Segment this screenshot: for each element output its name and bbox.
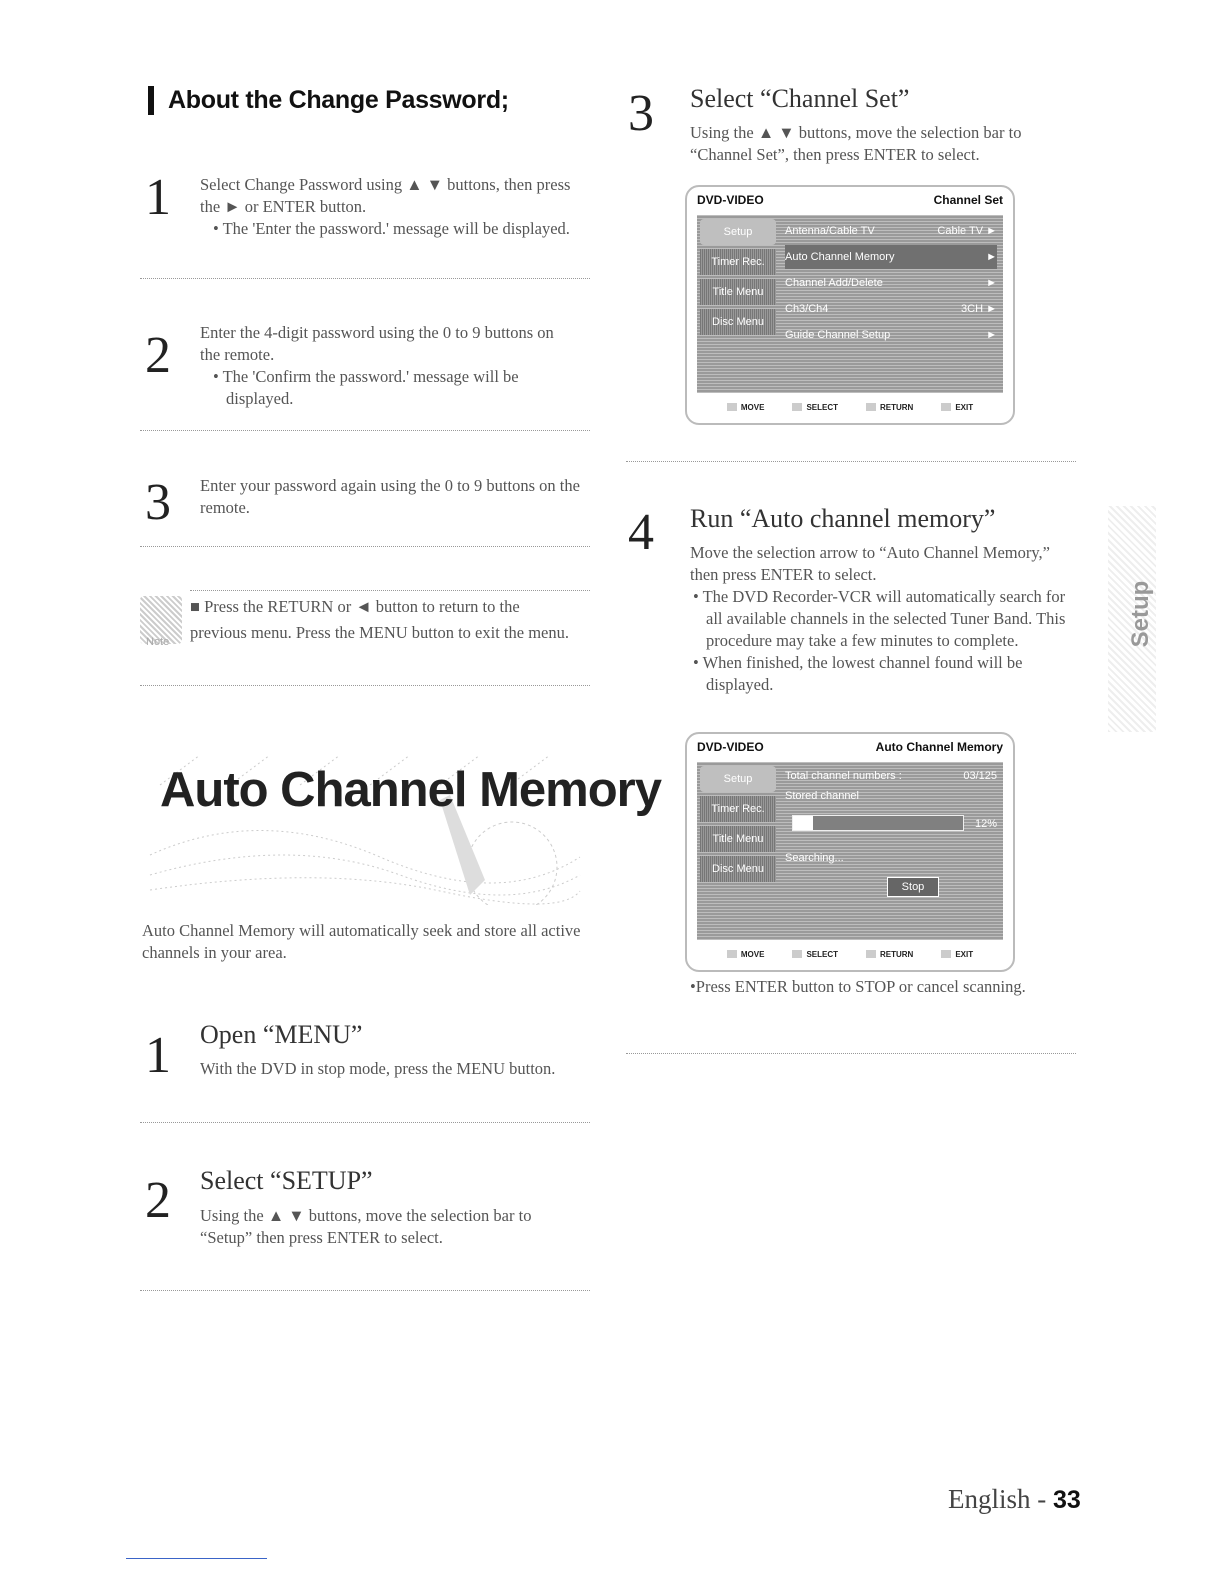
divider: [190, 590, 590, 591]
after-note: •Press ENTER button to STOP or cancel scanning.: [690, 977, 1026, 996]
osd-progress-fill: [793, 816, 813, 830]
divider: [140, 546, 590, 547]
osd-row-value: ►: [986, 277, 997, 289]
step-heading: Select “SETUP”: [200, 1166, 373, 1195]
osd-footer-label: SELECT: [806, 949, 838, 959]
divider: [140, 685, 590, 686]
osd-footer-label: EXIT: [955, 949, 974, 959]
osd-row-label: Ch3/Ch4: [785, 303, 829, 315]
osd-footer-move: [727, 950, 765, 959]
banner-title: Auto Channel Memory: [160, 763, 661, 817]
step-number: 1: [145, 1027, 171, 1084]
section-title-text: About the Change Password;: [168, 86, 509, 114]
osd-row-ch3-ch4[interactable]: [785, 297, 997, 321]
osd-footer-label: MOVE: [740, 949, 765, 959]
osd-side-title-menu[interactable]: Title Menu: [700, 279, 776, 305]
osd-row-value: ►: [986, 329, 997, 341]
osd-stored-channel: [785, 784, 997, 808]
osd-row-label: Channel Add/Delete: [785, 277, 883, 289]
step-text: [690, 542, 1075, 696]
osd-status-text: Searching...: [785, 852, 844, 864]
osd-side-setup[interactable]: Setup: [700, 766, 776, 792]
osd-row-auto-channel[interactable]: [785, 245, 997, 269]
osd-sidebar: [697, 762, 779, 940]
step-number: 3: [145, 474, 171, 531]
divider: [140, 430, 590, 431]
osd-footer-label: SELECT: [806, 402, 838, 412]
osd-footer-select: [792, 950, 838, 959]
osd-auto-channel-memory: [685, 732, 1015, 972]
osd-side-disc-menu[interactable]: Disc Menu: [700, 856, 776, 882]
page-lang: English -: [948, 1484, 1053, 1514]
step-bullet: • The 'Enter the password.' message will be displayed.: [213, 219, 570, 238]
step-instruction: Enter your password again using the 0 to 9 buttons on the remote.: [200, 476, 580, 517]
step-instruction: Select Change Password using ▲ ▼ buttons, then press the ► or ENTER button.: [200, 175, 571, 216]
osd-row-label: Auto Channel Memory: [785, 251, 895, 263]
osd-channel-set: [685, 185, 1015, 425]
osd-footer-label: RETURN: [880, 402, 914, 412]
osd-footer-return: [866, 950, 913, 959]
step-number: 3: [628, 85, 654, 142]
footer-line: [126, 1558, 267, 1559]
osd-row-value: 3CH ►: [961, 303, 997, 315]
step-number: 4: [628, 504, 654, 561]
osd-header: [687, 734, 1013, 760]
osd-total-label: Total channel numbers :: [785, 770, 902, 782]
osd-header: [687, 187, 1013, 213]
divider: [626, 1053, 1076, 1054]
osd-footer-move: [727, 403, 765, 412]
divider: [140, 1122, 590, 1123]
note-text: ■ Press the RETURN or ◄ button to return to the previous menu. Press the MENU button to exit the menu.: [190, 597, 569, 642]
osd-status: [785, 846, 997, 870]
divider: [140, 1290, 590, 1291]
osd-footer: [697, 397, 1003, 417]
step-instruction: Using the ▲ ▼ buttons, move the selection bar to “Channel Set”, then press ENTER to select.: [690, 123, 1022, 164]
step-heading: Run “Auto channel memory”: [690, 504, 996, 533]
step-number: 2: [145, 327, 171, 384]
step-heading: Select “Channel Set”: [690, 84, 910, 113]
divider: [140, 278, 590, 279]
osd-side-setup[interactable]: Setup: [700, 219, 776, 245]
osd-footer-exit: [941, 403, 973, 412]
osd-footer-return: [866, 403, 913, 412]
step-heading: Open “MENU”: [200, 1020, 363, 1049]
step-number: 2: [145, 1172, 171, 1229]
osd-row-value: Cable TV ►: [937, 225, 997, 237]
step-bullet: • The DVD Recorder-VCR will automatically search for all available channels in the selected Tuner Band. This procedure may take a few minutes to complete.: [693, 587, 1066, 650]
step-instruction: Using the ▲ ▼ buttons, move the selection bar to “Setup” then press ENTER to select.: [200, 1206, 532, 1247]
step-number: 1: [145, 169, 171, 226]
osd-footer-select: [792, 403, 838, 412]
step-instruction: With the DVD in stop mode, press the MENU button.: [200, 1059, 556, 1078]
osd-side-timer-rec[interactable]: Timer Rec.: [700, 249, 776, 275]
osd-footer-exit: [941, 950, 973, 959]
step-bullet: • When finished, the lowest channel found will be displayed.: [693, 653, 1023, 694]
osd-progress-text: [967, 812, 997, 836]
osd-total-value: 03/125: [963, 770, 997, 782]
osd-footer-label: MOVE: [740, 402, 765, 412]
osd-side-title-menu[interactable]: Title Menu: [700, 826, 776, 852]
step-text: [200, 322, 575, 410]
osd-source-label: DVD-VIDEO: [697, 193, 764, 207]
osd-body: [697, 762, 1003, 940]
divider: [626, 461, 1076, 462]
step-instruction: Enter the 4-digit password using the 0 to 9 buttons on the remote.: [200, 323, 554, 364]
osd-body: [697, 215, 1003, 393]
osd-row-value: ►: [986, 251, 997, 263]
note-label: Note: [146, 636, 170, 648]
osd-stop-button[interactable]: Stop: [887, 877, 939, 897]
osd-progress-percent: 12%: [974, 818, 997, 830]
osd-row-label: Guide Channel Setup: [785, 329, 891, 341]
osd-progress-bar: [792, 815, 964, 831]
osd-sidebar: [697, 215, 779, 393]
osd-row-label: Antenna/Cable TV: [785, 225, 875, 237]
osd-side-disc-menu[interactable]: Disc Menu: [700, 309, 776, 335]
side-tab-label: Setup: [1127, 580, 1154, 648]
step-bullet: • The 'Confirm the password.' message will be displayed.: [213, 367, 519, 408]
intro-text: Auto Channel Memory will automatically seek and store all active channels in your area.: [142, 921, 581, 962]
page-number: [948, 1484, 1081, 1515]
osd-source-label: DVD-VIDEO: [697, 740, 764, 754]
section-title: [148, 86, 509, 115]
osd-footer: [697, 944, 1003, 964]
osd-row-channel-add[interactable]: [785, 271, 997, 295]
step-instruction: Move the selection arrow to “Auto Channel Memory,” then press ENTER to select.: [690, 543, 1050, 584]
title-bar-mark: [148, 86, 154, 115]
osd-footer-label: RETURN: [880, 949, 914, 959]
page-num: 33: [1053, 1486, 1081, 1514]
osd-row-guide-channel[interactable]: [785, 323, 997, 347]
osd-menu-label: Channel Set: [933, 193, 1003, 207]
osd-stored-label: Stored channel: [785, 790, 859, 802]
osd-row-antenna[interactable]: [785, 219, 997, 243]
osd-footer-label: EXIT: [955, 402, 974, 412]
osd-menu-label: Auto Channel Memory: [875, 740, 1003, 754]
step-text: [200, 174, 575, 240]
osd-side-timer-rec[interactable]: Timer Rec.: [700, 796, 776, 822]
